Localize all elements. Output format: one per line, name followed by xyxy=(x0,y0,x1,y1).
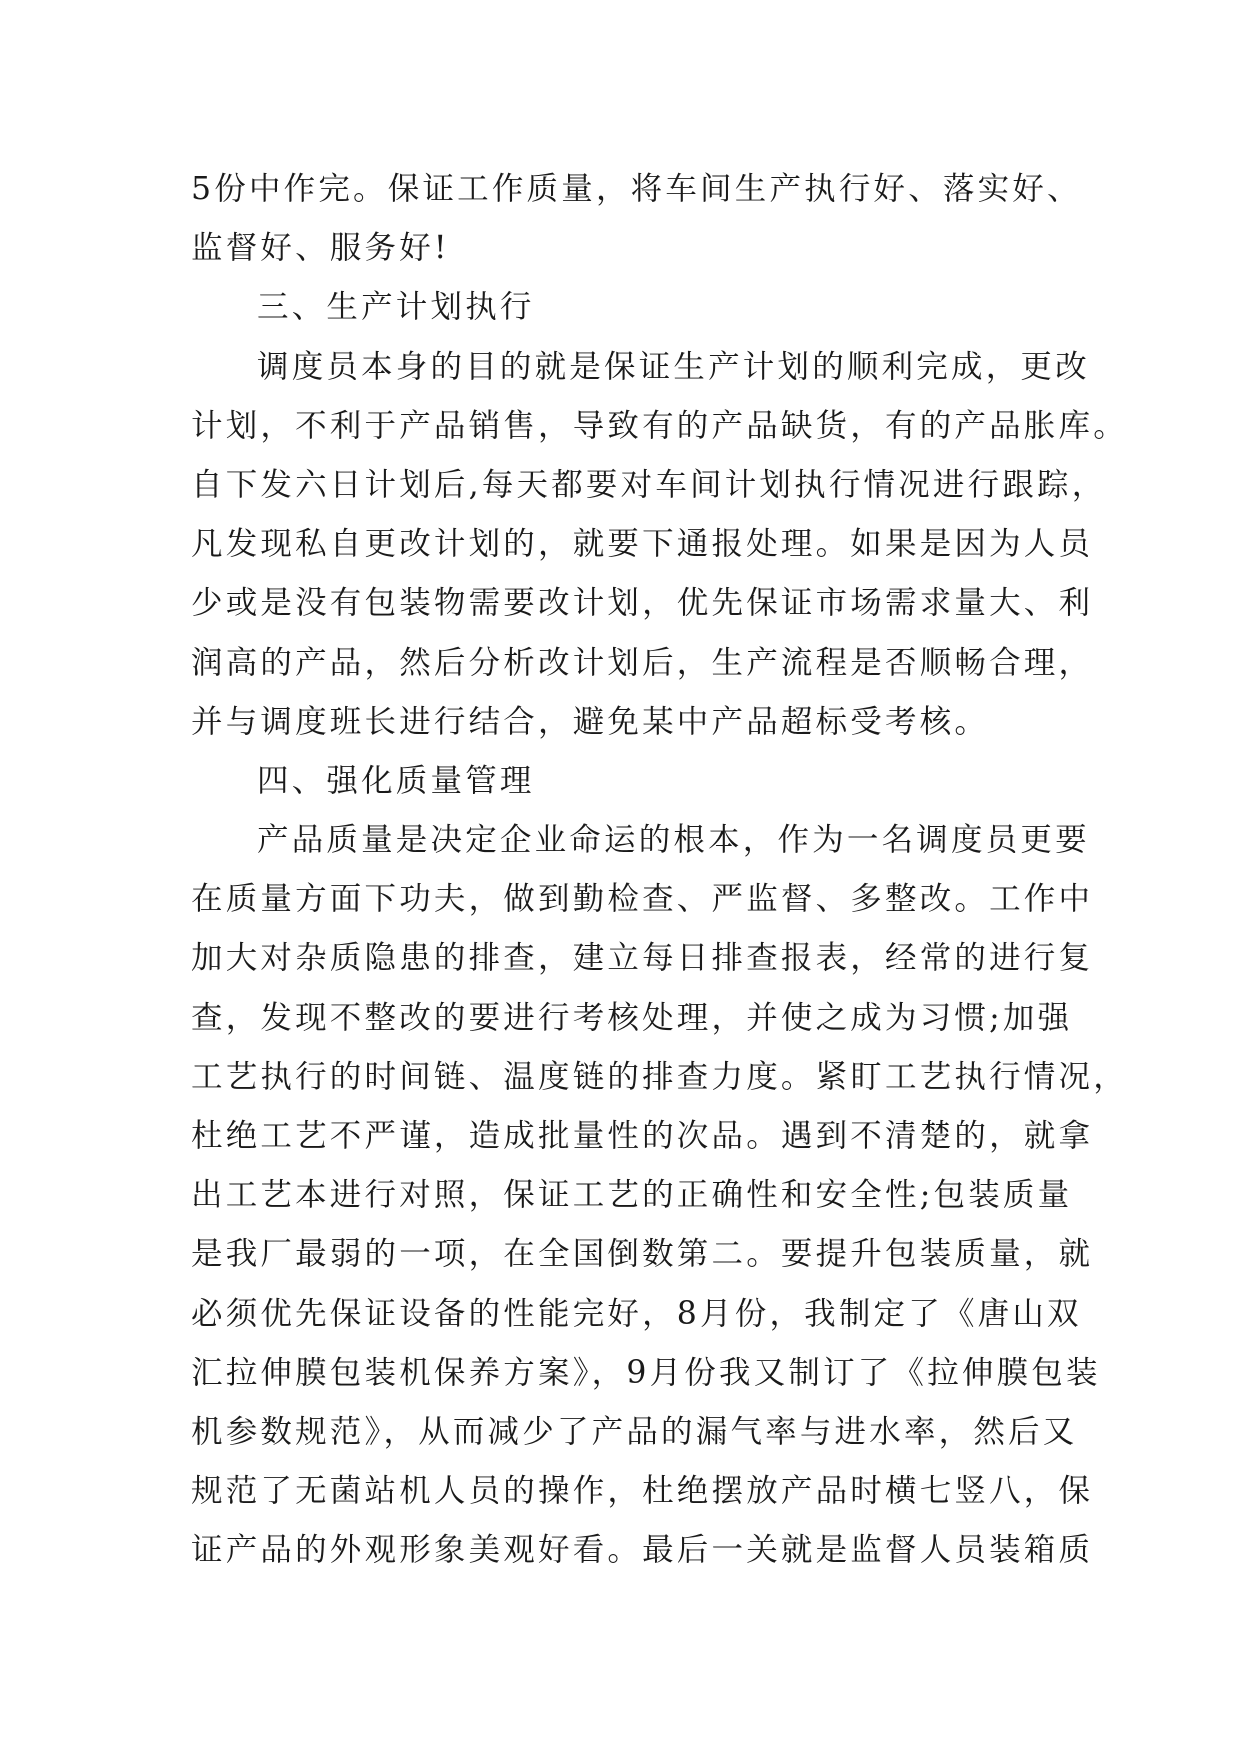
text-line-9: 润高的产品，然后分析改计划后，生产流程是否顺畅合理， xyxy=(191,644,1094,681)
text-line-14: 加大对杂质隐患的排查，建立每日排查报表，经常的进行复 xyxy=(191,940,1094,977)
text-line-16: 工艺执行的时间链、温度链的排查力度。紧盯工艺执行情况， xyxy=(191,1058,1128,1095)
text-line-22: 机参数规范》，从而减少了产品的漏气率与进水率，然后又 xyxy=(191,1413,1078,1450)
text-line-15: 查，发现不整改的要进行考核处理，并使之成为习惯;加强 xyxy=(191,999,1073,1036)
text-line-4: 调度员本身的目的就是保证生产计划的顺利完成，更改 xyxy=(257,348,1090,385)
text-line-10: 并与调度班长进行结合，避免某中产品超标受考核。 xyxy=(191,703,990,740)
text-line-20: 必须优先保证设备的性能完好，8月份，我制定了《唐山双 xyxy=(191,1295,1082,1332)
text-line-8: 少或是没有包装物需要改计划，优先保证市场需求量大、利 xyxy=(191,585,1094,622)
text-line-2: 监督好、服务好! xyxy=(191,230,450,267)
text-line-18: 出工艺本进行对照，保证工艺的正确性和安全性;包装质量 xyxy=(191,1177,1073,1214)
text-line-24: 证产品的外观形象美观好看。最后一关就是监督人员装箱质 xyxy=(191,1532,1094,1569)
text-line-12: 产品质量是决定企业命运的根本，作为一名调度员更要 xyxy=(257,822,1090,859)
text-line-6: 自下发六日计划后,每天都要对车间计划执行情况进行跟踪， xyxy=(191,466,1107,503)
text-line-17: 杜绝工艺不严谨，造成批量性的次品。遇到不清楚的，就拿 xyxy=(191,1118,1094,1154)
section-heading-4: 四、强化质量管理 xyxy=(257,762,535,799)
text-line-5: 计划，不利于产品销售，导致有的产品缺货，有的产品胀库。 xyxy=(191,407,1128,444)
document-body xyxy=(191,160,1128,1581)
text-line-1: 5份中作完。保证工作质量，将车间生产执行好、落实好、 xyxy=(191,171,1082,207)
text-line-19: 是我厂最弱的一项，在全国倒数第二。要提升包装质量，就 xyxy=(191,1236,1094,1273)
text-line-23: 规范了无菌站机人员的操作，杜绝摆放产品时横七竖八，保 xyxy=(191,1473,1094,1510)
text-line-21: 汇拉伸膜包装机保养方案》，9月份我又制订了《拉伸膜包装 xyxy=(191,1354,1101,1391)
section-heading-3: 三、生产计划执行 xyxy=(257,289,535,326)
text-line-13: 在质量方面下功夫，做到勤检查、严监督、多整改。工作中 xyxy=(191,881,1094,918)
text-line-7: 凡发现私自更改计划的，就要下通报处理。如果是因为人员 xyxy=(191,526,1094,563)
